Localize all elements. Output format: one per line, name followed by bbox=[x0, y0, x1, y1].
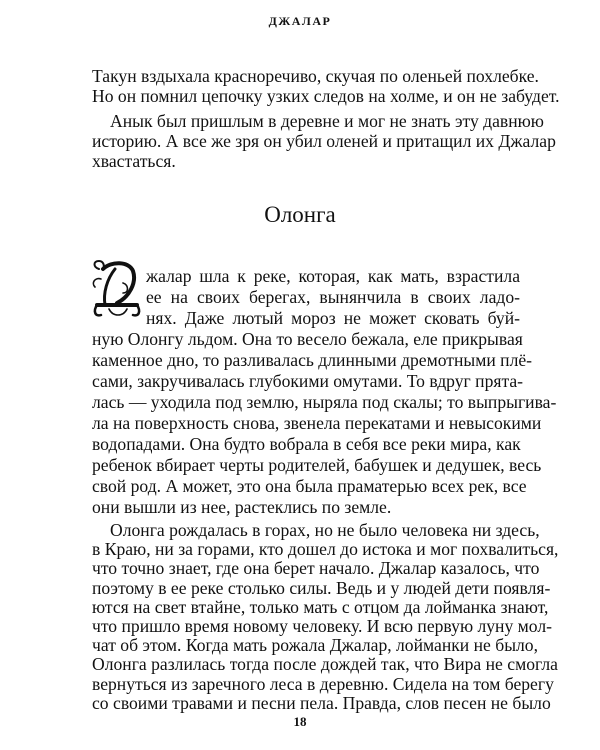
text-line: каменное дно, то разливалась длинными дремотными плё- bbox=[92, 350, 533, 370]
page-number: 18 bbox=[293, 714, 307, 729]
text-line: водопадами. Она будто вобрала в себя все реки мира, как bbox=[92, 434, 521, 454]
text-line: ребенок вбирает черты родителей, бабушек и дедушек, весь bbox=[92, 455, 542, 475]
text-line: Анык был пришлым в деревне и мог не знать эту давнюю bbox=[110, 111, 544, 131]
text-line-last: со своими травами и песни пела. Правда, слов песен не было bbox=[92, 692, 551, 713]
text-line: ла на поверхность снова, звенела перекатами и невысокими bbox=[92, 413, 542, 433]
text-line: что точно знает, где она берет начало. Джалар казалось, что bbox=[92, 558, 540, 579]
text-line: жалар шла к реке, которая, как мать, взрастила bbox=[146, 266, 520, 286]
text-line: ее на своих берегах, вынянчила в своих ладо- bbox=[146, 287, 520, 307]
text-line: в Краю, ни за горами, кто дошел до истока и мог похвалиться, bbox=[92, 539, 559, 560]
text-line: хвастаться. bbox=[92, 151, 176, 171]
text-line: ются на свет втайне, только мать с отцом да лойманка знают, bbox=[92, 596, 549, 617]
text-line: Олонга разлилась тогда после дождей так, что Вира не смогла bbox=[92, 654, 558, 675]
text-line: чат об этом. Когда мать рожала Джалар, лойманки не было, bbox=[92, 635, 538, 656]
text-line: Олонга рождалась в горах, но не было человека ни здесь, bbox=[110, 520, 540, 540]
text-line: они вышли из нее, растеклись по земле. bbox=[92, 497, 392, 517]
text-line: что пришло время новому человеку. И всю первую луну мол- bbox=[92, 616, 553, 636]
text-line: лась — уходила под землю, ныряла под скалы; то выпрыгива- bbox=[92, 392, 557, 412]
chapter-title: Олонга bbox=[264, 202, 336, 227]
text-line: нях. Даже лютый мороз не может сковать буй- bbox=[146, 308, 520, 328]
text-line: вернуться из заречного леса в деревню. Сидела на том берегу bbox=[92, 673, 554, 694]
text-line: историю. А все же зря он убил оленей и притащил их Джалар bbox=[92, 131, 556, 151]
text-line: ную Олонгу льдом. Она то весело бежала, еле прикрывая bbox=[92, 329, 523, 349]
text-line: свой род. А может, это она была праматерью всех рек, все bbox=[92, 476, 527, 496]
ornamental-drop-cap-d-icon bbox=[89, 257, 145, 321]
running-head: ДЖАЛАР bbox=[268, 14, 332, 28]
text-line: сами, закручивалась глубокими омутами. То вдруг прята- bbox=[92, 371, 524, 391]
text-line: Но он помнил цепочку узких следов на холме, и он не забудет. bbox=[92, 86, 560, 106]
text-line: Такун вздыхала красноречиво, скучая по оленьей похлебке. bbox=[92, 66, 539, 86]
text-line: поэтому в ее реке столько силы. Ведь и у людей дети появля- bbox=[92, 577, 551, 598]
